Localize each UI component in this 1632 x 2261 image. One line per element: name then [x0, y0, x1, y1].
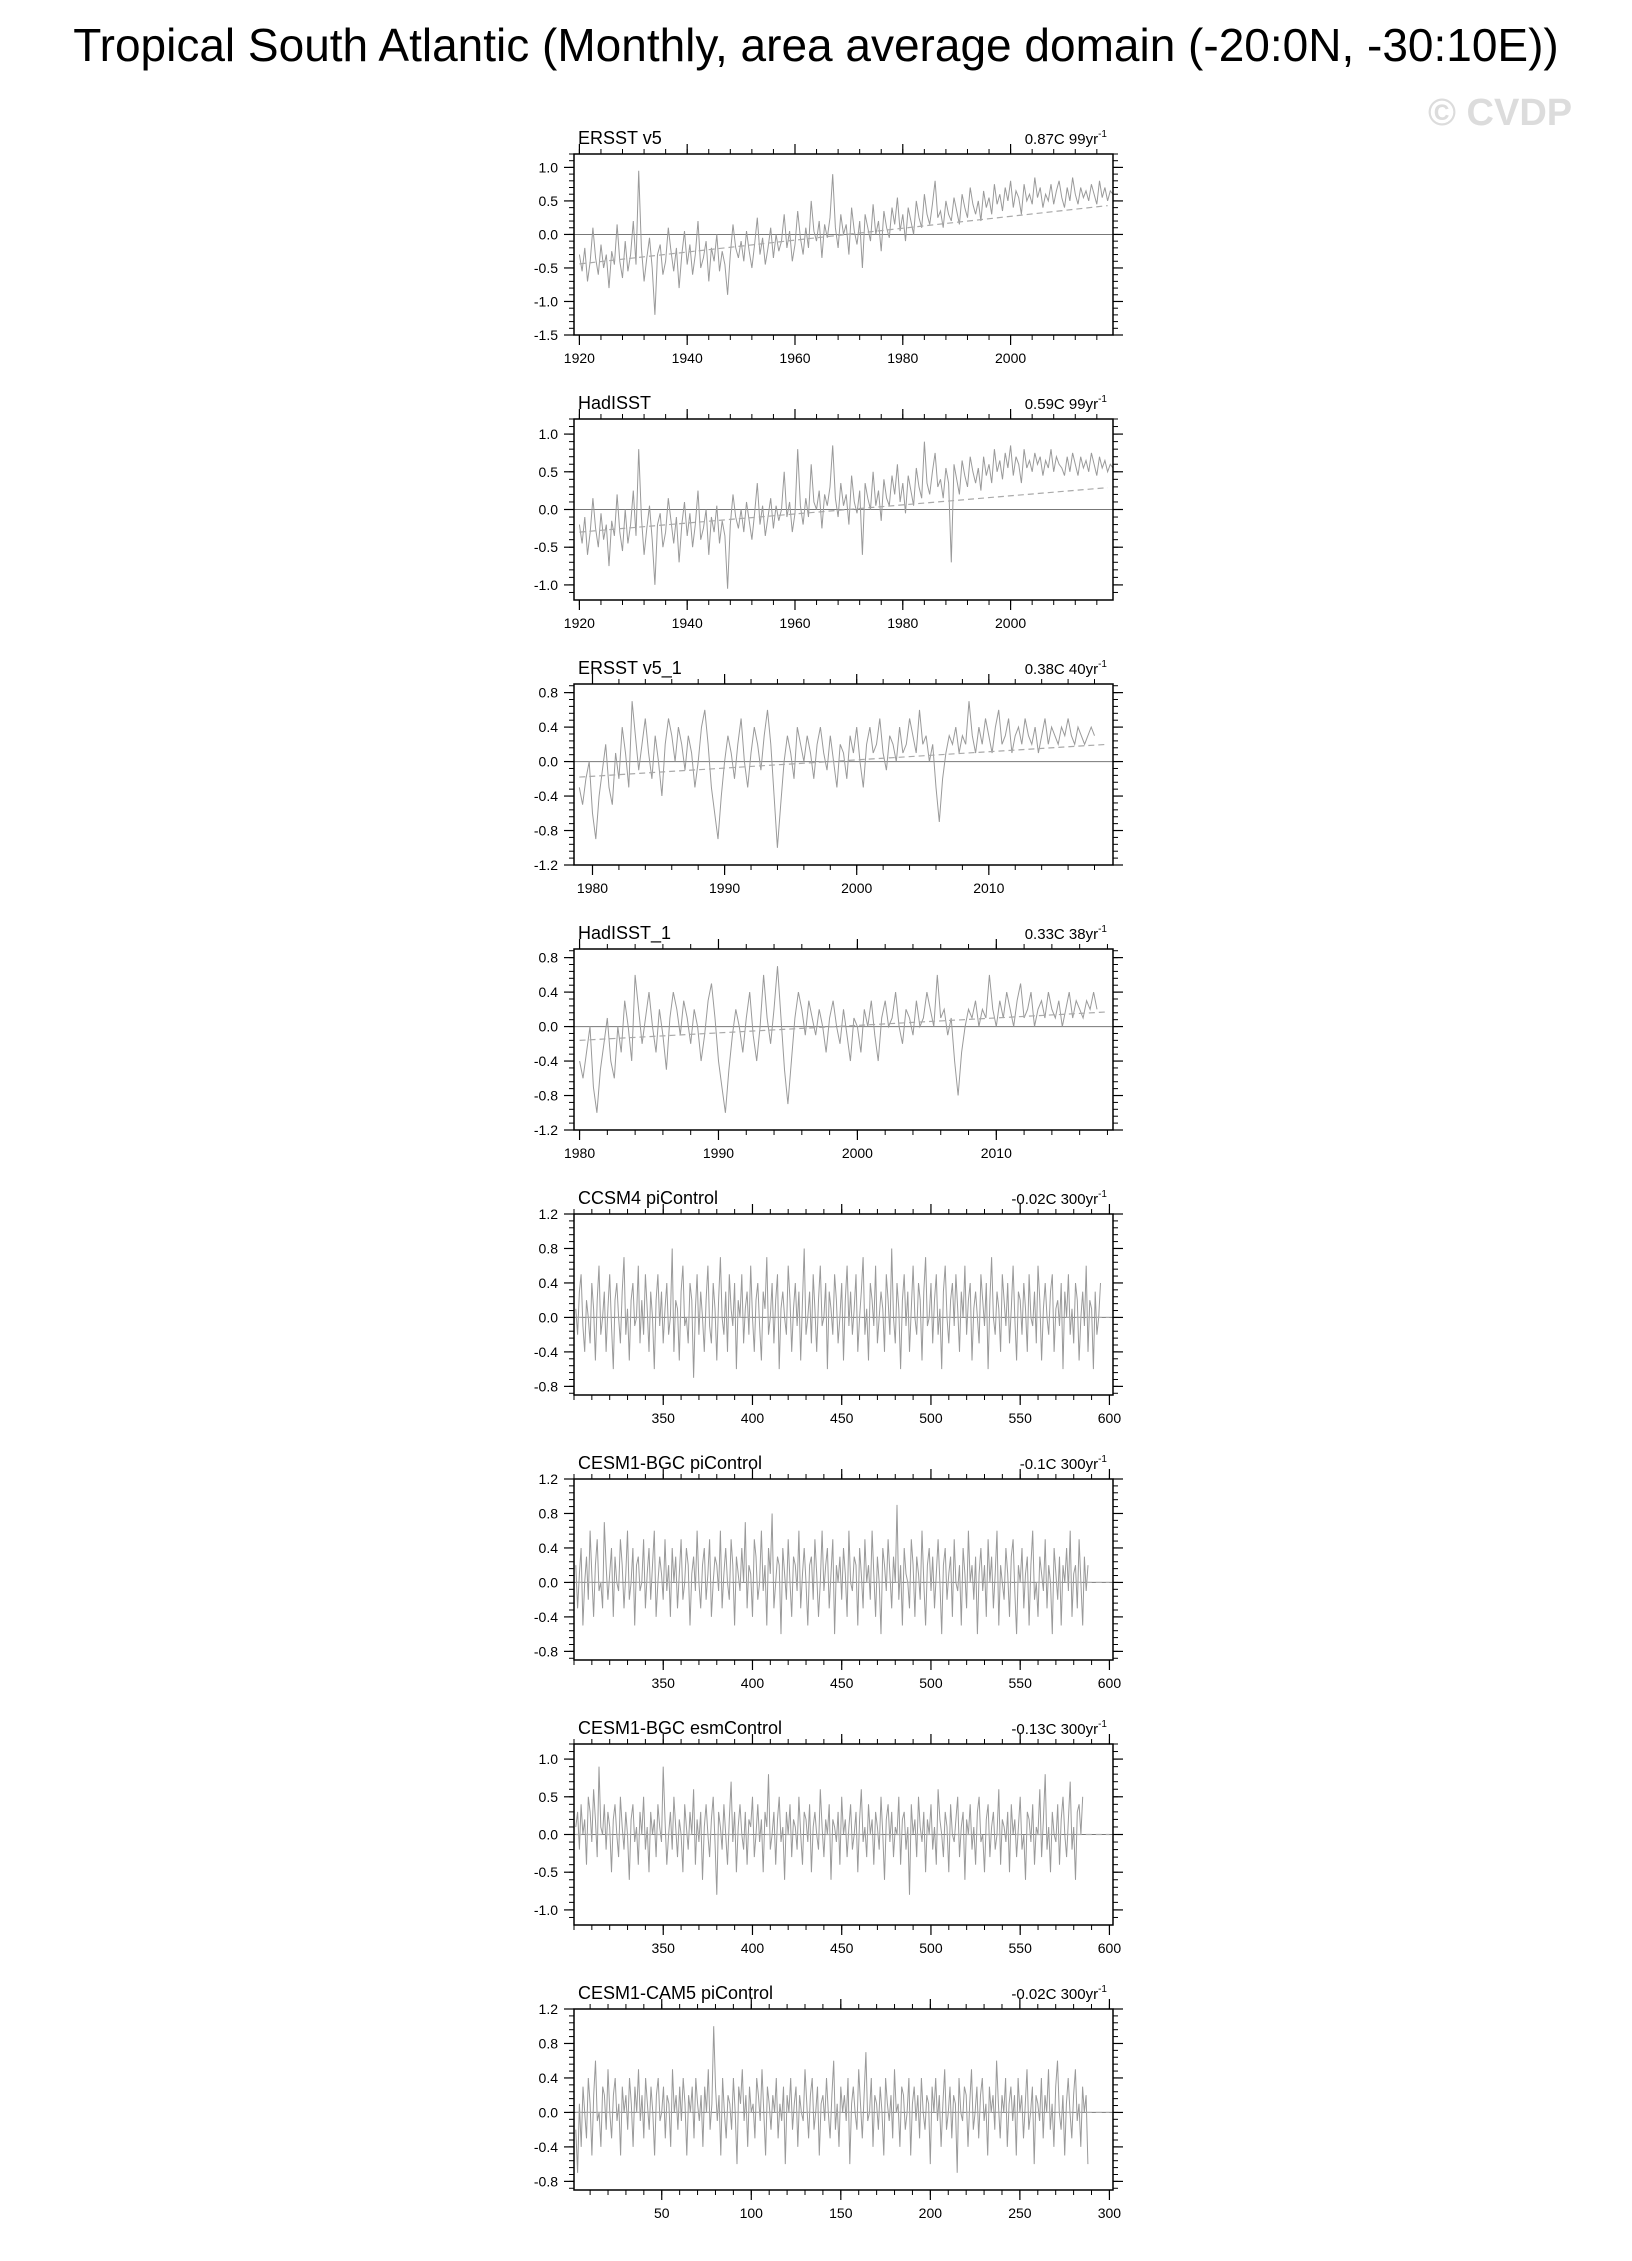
panel-data-layer — [574, 442, 1118, 589]
panel-trend-label: -0.02C $300yr^{-1}$ — [1011, 1189, 1107, 1208]
x-tick-label: 550 — [1008, 1410, 1032, 1426]
y-tick-label: 0.0 — [538, 501, 558, 518]
y-tick-label: 0.0 — [538, 753, 558, 770]
x-tick-label: 2010 — [980, 1145, 1012, 1161]
y-tick-label: -0.4 — [533, 788, 558, 805]
y-tick-label: 0.0 — [538, 1574, 558, 1591]
panel-trend-label: 0.38C $40yr^{-1}$ — [1024, 659, 1107, 678]
y-tick-label: 0.8 — [538, 2035, 558, 2052]
chart-panel-8 — [534, 1983, 1123, 2221]
chart-panel-3 — [534, 658, 1123, 896]
panel-trend-exponent: -1 — [1098, 1984, 1107, 1995]
panel-trend-exponent: -1 — [1098, 1719, 1107, 1730]
x-tick-label: 600 — [1097, 1675, 1122, 1691]
x-tick-label: 1990 — [702, 1145, 735, 1161]
y-tick-label: -0.8 — [533, 1378, 558, 1395]
y-tick-label: 0.0 — [538, 1826, 558, 1843]
x-tick-label: 1990 — [709, 880, 741, 896]
x-tick-label: 450 — [830, 1675, 854, 1691]
x-tick-label: 500 — [919, 1410, 943, 1426]
x-tick-label: 150 — [829, 2205, 853, 2221]
series-line — [579, 442, 1118, 589]
series-line — [576, 1767, 1083, 1895]
panel-trend-label: -0.1C $300yr^{-1}$ — [1019, 1454, 1107, 1473]
y-tick-label: 1.2 — [538, 2001, 558, 2017]
y-tick-label: 0.8 — [538, 1505, 558, 1522]
panel-title: HadISST_1 — [578, 923, 672, 943]
y-tick-label: 0.0 — [538, 1309, 558, 1326]
panel-trend-label: 0.33C $38yr^{-1}$ — [1024, 924, 1107, 943]
y-tick-label: 1.0 — [538, 159, 558, 176]
x-tick-label: 200 — [918, 2205, 943, 2221]
panel-trend-exponent: -1 — [1098, 1454, 1107, 1465]
y-tick-label: 0.4 — [538, 2069, 558, 2086]
x-tick-label: 500 — [919, 1940, 943, 1956]
panel-data-layer — [574, 1249, 1113, 1378]
y-tick-label: 1.2 — [538, 1471, 558, 1487]
series-line — [580, 966, 1097, 1113]
x-tick-label: 1980 — [576, 880, 609, 896]
y-tick-label: -1.2 — [533, 857, 558, 873]
chart-panel-4 — [534, 923, 1123, 1161]
panel-title: ERSST v5_1 — [578, 658, 682, 678]
x-tick-label: 400 — [740, 1675, 765, 1691]
series-line — [576, 1505, 1088, 1634]
panel-title: CESM1-BGC piControl — [578, 1453, 763, 1473]
x-tick-label: 1960 — [779, 615, 811, 631]
y-tick-label: -0.4 — [533, 1343, 558, 1360]
panel-data-layer — [574, 1767, 1113, 1895]
y-tick-label: -0.5 — [533, 259, 558, 276]
panel-trend-exponent: -1 — [1098, 129, 1107, 140]
panel-trend-label: 0.59C $99yr^{-1}$ — [1024, 394, 1107, 413]
y-tick-label: 0.4 — [538, 984, 558, 1001]
series-line — [576, 1249, 1101, 1378]
y-tick-label: -0.5 — [533, 539, 558, 556]
chart-panel-5 — [534, 1188, 1123, 1426]
y-tick-label: 1.2 — [538, 1206, 558, 1222]
page-title: Tropical South Atlantic (Monthly, area average domain (-20:0N, -30:10E)) — [73, 19, 1559, 71]
x-tick-label: 100 — [739, 2205, 763, 2221]
y-tick-label: -0.8 — [533, 1643, 558, 1660]
panel-trend-exponent: -1 — [1098, 394, 1107, 405]
y-tick-label: 0.8 — [538, 1240, 558, 1257]
x-tick-label: 1920 — [563, 350, 595, 366]
panel-frame — [574, 1214, 1113, 1395]
y-tick-label: 0.5 — [538, 463, 558, 480]
y-tick-label: -1.0 — [533, 576, 558, 593]
y-tick-label: -1.0 — [533, 1901, 558, 1918]
y-tick-label: 1.0 — [538, 426, 558, 443]
y-tick-label: 0.8 — [538, 949, 558, 966]
series-line — [579, 701, 1094, 848]
x-tick-label: 1940 — [671, 615, 703, 631]
series-line — [576, 2026, 1088, 2173]
panel-title: CCSM4 piControl — [578, 1188, 719, 1208]
y-tick-label: 0.0 — [538, 226, 558, 243]
x-tick-label: 600 — [1097, 1940, 1122, 1956]
chart-panel-6 — [534, 1453, 1123, 1691]
y-tick-label: -0.5 — [533, 1864, 558, 1881]
x-tick-label: 550 — [1008, 1675, 1032, 1691]
x-tick-label: 2010 — [973, 880, 1005, 896]
y-tick-label: 0.4 — [538, 1274, 558, 1291]
y-tick-label: 0.4 — [538, 1539, 558, 1556]
x-tick-label: 300 — [1097, 2205, 1122, 2221]
panel-trend-label: -0.13C $300yr^{-1}$ — [1011, 1719, 1107, 1738]
panel-trend-exponent: -1 — [1098, 924, 1107, 935]
x-tick-label: 250 — [1008, 2205, 1032, 2221]
panel-title: CESM1-CAM5 piControl — [578, 1983, 774, 2003]
x-tick-label: 450 — [830, 1940, 854, 1956]
x-tick-label: 2000 — [841, 880, 873, 896]
x-tick-label: 1980 — [563, 1145, 596, 1161]
y-tick-label: 0.8 — [538, 684, 558, 701]
x-tick-label: 1960 — [779, 350, 811, 366]
x-tick-label: 350 — [651, 1410, 675, 1426]
y-tick-label: -0.8 — [533, 2173, 558, 2190]
y-tick-label: -0.8 — [533, 822, 558, 839]
panel-trend-exponent: -1 — [1098, 1189, 1107, 1200]
x-tick-label: 400 — [740, 1940, 765, 1956]
y-tick-label: 0.0 — [538, 2104, 558, 2121]
x-tick-label: 400 — [740, 1410, 765, 1426]
y-tick-label: -1.2 — [533, 1122, 558, 1138]
panel-title: CESM1-BGC esmControl — [578, 1718, 783, 1738]
panel-frame — [574, 684, 1113, 865]
y-tick-label: -0.4 — [533, 1608, 558, 1625]
panel-data-layer — [574, 2026, 1113, 2173]
x-tick-label: 1980 — [887, 350, 919, 366]
panel-data-layer — [574, 966, 1113, 1113]
panel-trend-label: 0.87C $99yr^{-1}$ — [1024, 129, 1107, 148]
x-tick-label: 2000 — [841, 1145, 873, 1161]
x-tick-label: 2000 — [995, 615, 1027, 631]
panel-data-layer — [574, 1505, 1113, 1634]
y-tick-label: -0.8 — [533, 1087, 558, 1104]
panel-title: ERSST v5 — [578, 128, 662, 148]
x-tick-label: 350 — [651, 1675, 675, 1691]
x-tick-label: 350 — [651, 1940, 675, 1956]
x-tick-label: 2000 — [995, 350, 1027, 366]
x-tick-label: 1920 — [563, 615, 595, 631]
x-tick-label: 600 — [1097, 1410, 1122, 1426]
watermark: © CVDP — [1428, 92, 1573, 134]
panel-trend-exponent: -1 — [1098, 659, 1107, 670]
x-tick-label: 1940 — [671, 350, 703, 366]
y-tick-label: -0.4 — [533, 2138, 558, 2155]
panel-trend-label: -0.02C $300yr^{-1}$ — [1011, 1984, 1107, 2003]
y-tick-label: -1.0 — [533, 293, 558, 310]
x-tick-label: 500 — [919, 1675, 943, 1691]
y-tick-label: 0.5 — [538, 1788, 558, 1805]
x-tick-label: 450 — [830, 1410, 854, 1426]
panel-data-layer — [574, 171, 1118, 315]
y-tick-label: 0.0 — [538, 1018, 558, 1035]
x-tick-label: 550 — [1008, 1940, 1032, 1956]
chart-panel-1 — [534, 128, 1123, 366]
x-tick-label: 50 — [653, 2205, 670, 2221]
panel-frame — [574, 949, 1113, 1130]
x-tick-label: 1980 — [887, 615, 919, 631]
y-tick-label: 1.0 — [538, 1751, 558, 1768]
panel-title: HadISST — [578, 393, 652, 413]
series-line — [579, 171, 1118, 315]
panel-data-layer — [574, 701, 1113, 848]
y-tick-label: -0.4 — [533, 1053, 558, 1070]
y-tick-label: -1.5 — [533, 327, 558, 343]
chart-panel-2 — [534, 393, 1123, 631]
chart-panel-7 — [534, 1718, 1123, 1956]
y-tick-label: 0.5 — [538, 192, 558, 209]
y-tick-label: 0.4 — [538, 719, 558, 736]
